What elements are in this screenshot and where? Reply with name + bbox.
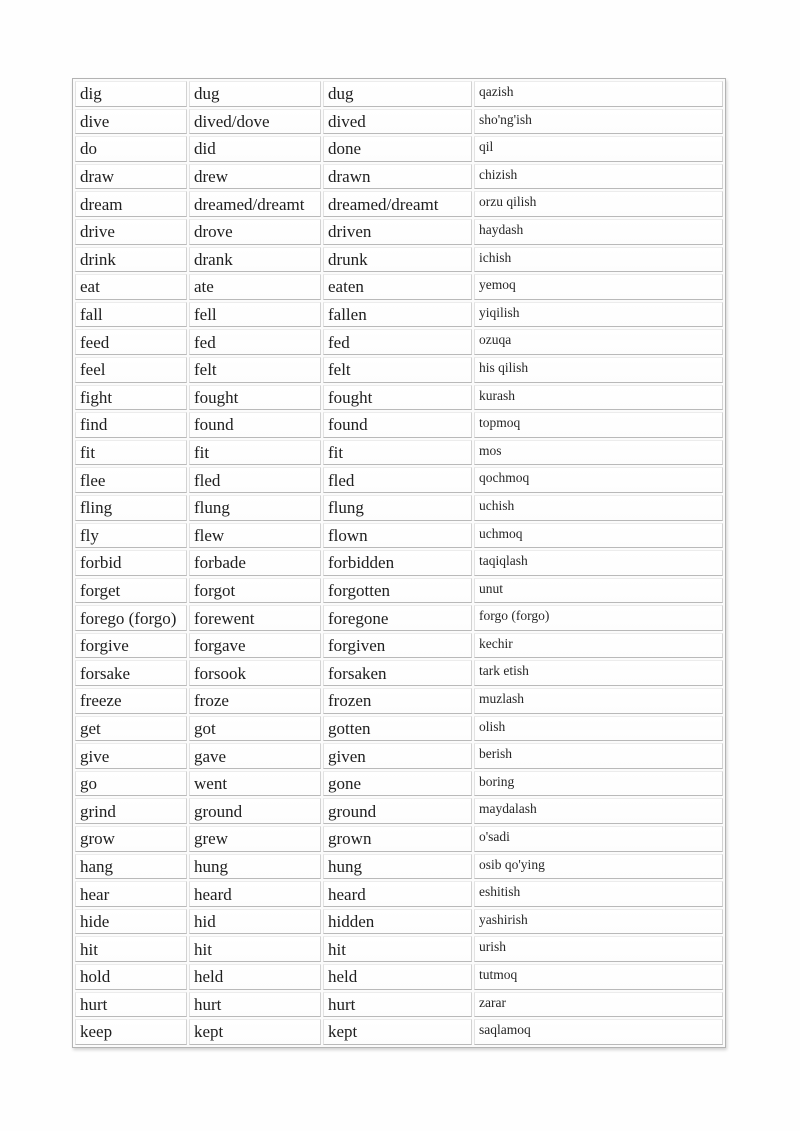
past-simple-cell: ate [189, 274, 321, 300]
past-simple-cell: hung [189, 854, 321, 880]
base-form-cell: feed [75, 329, 187, 355]
table-row [75, 826, 723, 852]
past-participle-cell: forgiven [323, 633, 472, 659]
base-form-cell: give [75, 743, 187, 769]
base-form-cell: hurt [75, 992, 187, 1018]
translation-cell: uchish [474, 495, 723, 521]
base-form-cell: grind [75, 798, 187, 824]
table-row [75, 412, 723, 438]
translation-cell: eshitish [474, 881, 723, 907]
past-participle-cell: dreamed/dreamt [323, 191, 472, 217]
translation-cell: forgo (forgo) [474, 605, 723, 631]
base-form-cell: dig [75, 81, 187, 107]
table-row [75, 716, 723, 742]
past-participle-cell: fought [323, 385, 472, 411]
base-form-cell: hold [75, 964, 187, 990]
translation-cell: qochmoq [474, 467, 723, 493]
table-row [75, 302, 723, 328]
translation-cell: unut [474, 578, 723, 604]
translation-cell: urish [474, 936, 723, 962]
past-participle-cell: forsaken [323, 660, 472, 686]
translation-cell: tutmoq [474, 964, 723, 990]
past-simple-cell: went [189, 771, 321, 797]
translation-cell: qil [474, 136, 723, 162]
table-row [75, 191, 723, 217]
table-row [75, 109, 723, 135]
past-simple-cell: did [189, 136, 321, 162]
past-simple-cell: dug [189, 81, 321, 107]
past-participle-cell: dug [323, 81, 472, 107]
past-participle-cell: ground [323, 798, 472, 824]
translation-cell: yemoq [474, 274, 723, 300]
past-participle-cell: eaten [323, 274, 472, 300]
translation-cell: olish [474, 716, 723, 742]
translation-cell: chizish [474, 164, 723, 190]
table-row [75, 633, 723, 659]
translation-cell: orzu qilish [474, 191, 723, 217]
table-row [75, 385, 723, 411]
past-participle-cell: foregone [323, 605, 472, 631]
table-row [75, 798, 723, 824]
past-participle-cell: dived [323, 109, 472, 135]
table-row [75, 578, 723, 604]
base-form-cell: hide [75, 909, 187, 935]
base-form-cell: forbid [75, 550, 187, 576]
base-form-cell: get [75, 716, 187, 742]
table-row [75, 357, 723, 383]
base-form-cell: fight [75, 385, 187, 411]
table-row [75, 274, 723, 300]
base-form-cell: fly [75, 523, 187, 549]
table-row [75, 440, 723, 466]
base-form-cell: hang [75, 854, 187, 880]
past-participle-cell: hit [323, 936, 472, 962]
past-participle-cell: kept [323, 1019, 472, 1045]
base-form-cell: fall [75, 302, 187, 328]
past-participle-cell: forbidden [323, 550, 472, 576]
past-simple-cell: fit [189, 440, 321, 466]
past-participle-cell: drunk [323, 247, 472, 273]
past-simple-cell: fed [189, 329, 321, 355]
table-row [75, 881, 723, 907]
base-form-cell: keep [75, 1019, 187, 1045]
translation-cell: ozuqa [474, 329, 723, 355]
base-form-cell: do [75, 136, 187, 162]
translation-cell: o'sadi [474, 826, 723, 852]
base-form-cell: grow [75, 826, 187, 852]
translation-cell: muzlash [474, 688, 723, 714]
translation-cell: yashirish [474, 909, 723, 935]
translation-cell: sho'ng'ish [474, 109, 723, 135]
past-simple-cell: got [189, 716, 321, 742]
table-row [75, 523, 723, 549]
table-row [75, 467, 723, 493]
table-row [75, 164, 723, 190]
past-simple-cell: forsook [189, 660, 321, 686]
table-row [75, 81, 723, 107]
past-simple-cell: held [189, 964, 321, 990]
past-simple-cell: felt [189, 357, 321, 383]
base-form-cell: go [75, 771, 187, 797]
past-participle-cell: found [323, 412, 472, 438]
past-participle-cell: fled [323, 467, 472, 493]
past-simple-cell: grew [189, 826, 321, 852]
past-participle-cell: frozen [323, 688, 472, 714]
translation-cell: saqlamoq [474, 1019, 723, 1045]
translation-cell: boring [474, 771, 723, 797]
translation-cell: maydalash [474, 798, 723, 824]
base-form-cell: flee [75, 467, 187, 493]
past-simple-cell: hit [189, 936, 321, 962]
past-simple-cell: fled [189, 467, 321, 493]
past-simple-cell: forgot [189, 578, 321, 604]
translation-cell: osib qo'ying [474, 854, 723, 880]
base-form-cell: eat [75, 274, 187, 300]
past-simple-cell: fell [189, 302, 321, 328]
past-simple-cell: hid [189, 909, 321, 935]
past-simple-cell: found [189, 412, 321, 438]
verb-table [72, 78, 726, 1048]
base-form-cell: dive [75, 109, 187, 135]
translation-cell: mos [474, 440, 723, 466]
table-row [75, 219, 723, 245]
translation-cell: topmoq [474, 412, 723, 438]
base-form-cell: feel [75, 357, 187, 383]
base-form-cell: forgive [75, 633, 187, 659]
table-row [75, 136, 723, 162]
past-simple-cell: fought [189, 385, 321, 411]
translation-cell: kechir [474, 633, 723, 659]
base-form-cell: fit [75, 440, 187, 466]
base-form-cell: drive [75, 219, 187, 245]
past-participle-cell: flung [323, 495, 472, 521]
table-row [75, 743, 723, 769]
past-simple-cell: drank [189, 247, 321, 273]
base-form-cell: dream [75, 191, 187, 217]
past-simple-cell: kept [189, 1019, 321, 1045]
past-simple-cell: forewent [189, 605, 321, 631]
translation-cell: uchmoq [474, 523, 723, 549]
base-form-cell: draw [75, 164, 187, 190]
verb-table-body [75, 81, 723, 1045]
past-simple-cell: ground [189, 798, 321, 824]
past-participle-cell: fallen [323, 302, 472, 328]
past-participle-cell: fit [323, 440, 472, 466]
table-row [75, 771, 723, 797]
table-row [75, 495, 723, 521]
past-participle-cell: held [323, 964, 472, 990]
translation-cell: berish [474, 743, 723, 769]
past-participle-cell: felt [323, 357, 472, 383]
table-row [75, 992, 723, 1018]
past-simple-cell: forgave [189, 633, 321, 659]
past-participle-cell: hung [323, 854, 472, 880]
translation-cell: ichish [474, 247, 723, 273]
table-row [75, 1019, 723, 1045]
translation-cell: zarar [474, 992, 723, 1018]
past-simple-cell: drew [189, 164, 321, 190]
past-participle-cell: hurt [323, 992, 472, 1018]
past-participle-cell: done [323, 136, 472, 162]
translation-cell: kurash [474, 385, 723, 411]
past-simple-cell: dreamed/dreamt [189, 191, 321, 217]
base-form-cell: forego (forgo) [75, 605, 187, 631]
past-participle-cell: driven [323, 219, 472, 245]
past-simple-cell: flung [189, 495, 321, 521]
table-row [75, 936, 723, 962]
base-form-cell: drink [75, 247, 187, 273]
table-row [75, 660, 723, 686]
table-row [75, 909, 723, 935]
past-simple-cell: heard [189, 881, 321, 907]
past-simple-cell: dived/dove [189, 109, 321, 135]
past-simple-cell: drove [189, 219, 321, 245]
past-simple-cell: froze [189, 688, 321, 714]
past-participle-cell: fed [323, 329, 472, 355]
past-participle-cell: heard [323, 881, 472, 907]
table-row [75, 854, 723, 880]
past-participle-cell: given [323, 743, 472, 769]
past-simple-cell: forbade [189, 550, 321, 576]
translation-cell: yiqilish [474, 302, 723, 328]
base-form-cell: hear [75, 881, 187, 907]
base-form-cell: fling [75, 495, 187, 521]
past-simple-cell: flew [189, 523, 321, 549]
past-participle-cell: forgotten [323, 578, 472, 604]
table-row [75, 550, 723, 576]
translation-cell: qazish [474, 81, 723, 107]
base-form-cell: forget [75, 578, 187, 604]
base-form-cell: hit [75, 936, 187, 962]
table-row [75, 247, 723, 273]
past-participle-cell: gotten [323, 716, 472, 742]
past-participle-cell: grown [323, 826, 472, 852]
translation-cell: his qilish [474, 357, 723, 383]
past-participle-cell: flown [323, 523, 472, 549]
past-simple-cell: hurt [189, 992, 321, 1018]
translation-cell: tark etish [474, 660, 723, 686]
base-form-cell: forsake [75, 660, 187, 686]
table-row [75, 605, 723, 631]
past-participle-cell: gone [323, 771, 472, 797]
past-participle-cell: drawn [323, 164, 472, 190]
table-row [75, 329, 723, 355]
base-form-cell: freeze [75, 688, 187, 714]
past-simple-cell: gave [189, 743, 321, 769]
translation-cell: taqiqlash [474, 550, 723, 576]
past-participle-cell: hidden [323, 909, 472, 935]
base-form-cell: find [75, 412, 187, 438]
translation-cell: haydash [474, 219, 723, 245]
table-row [75, 964, 723, 990]
table-row [75, 688, 723, 714]
